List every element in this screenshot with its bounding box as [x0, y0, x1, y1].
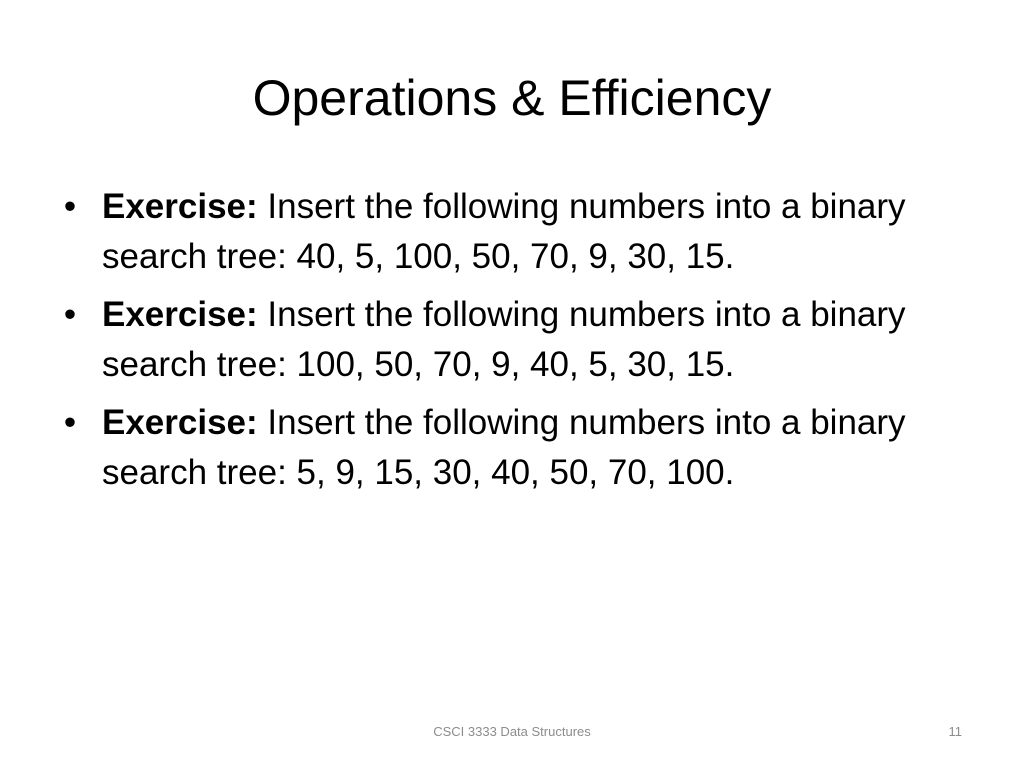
bullet-lead-2: Exercise:	[102, 295, 258, 334]
bullet-text-1: Insert the following numbers into a binary search tree: 40, 5, 100, 50, 70, 9, 30, 15.	[102, 187, 906, 276]
bullet-lead-1: Exercise:	[102, 187, 258, 226]
bullet-text-3: Insert the following numbers into a binary search tree: 5, 9, 15, 30, 40, 50, 70, 100.	[102, 403, 906, 492]
bullet-lead-3: Exercise:	[102, 403, 258, 442]
bullet-item-2	[56, 290, 936, 390]
slide-title: Operations & Efficiency	[252, 70, 772, 126]
bullet-text-2: Insert the following numbers into a binary search tree: 100, 50, 70, 9, 40, 5, 30, 15.	[102, 295, 906, 384]
bullet-item-1	[56, 182, 936, 282]
footer-course: CSCI 3333 Data Structures	[433, 724, 591, 739]
bullet-icon: •	[63, 187, 77, 226]
bullet-icon: •	[63, 295, 77, 334]
bullet-list	[56, 182, 936, 506]
bullet-item-3	[56, 398, 936, 498]
footer-page-number: 11	[948, 724, 962, 739]
bullet-icon: •	[63, 403, 77, 442]
